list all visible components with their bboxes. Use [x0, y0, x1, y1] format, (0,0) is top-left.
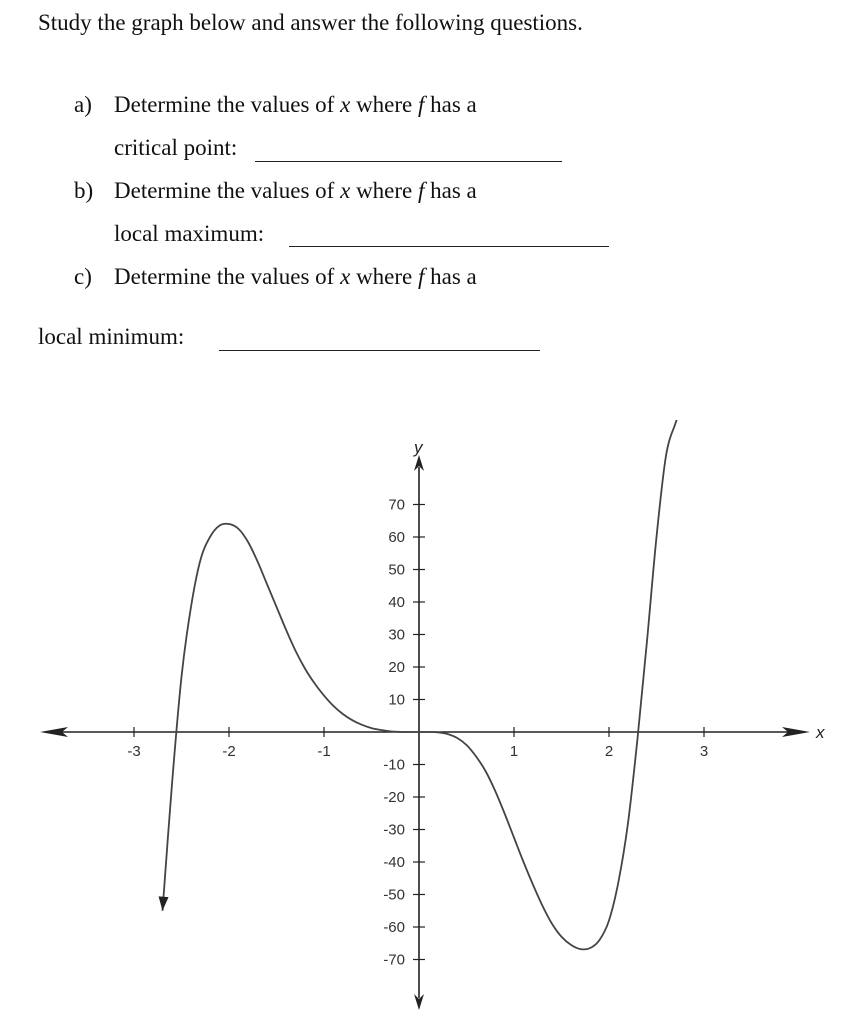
question-a-text: Determine the values of — [114, 92, 341, 117]
question-b-label: b) — [74, 178, 94, 203]
question-a — [74, 92, 477, 118]
question-a-line2: critical point: — [114, 135, 238, 160]
var-x: x — [340, 264, 351, 289]
x-tick-label: -1 — [317, 743, 331, 760]
y-tick-label: -50 — [383, 886, 405, 904]
y-tick-label: 30 — [388, 626, 405, 644]
question-b-line2: local maximum: — [114, 221, 265, 246]
question-c-where: where — [350, 264, 418, 289]
function-curve — [163, 420, 684, 949]
y-tick-label: 70 — [388, 496, 405, 514]
question-c — [74, 264, 477, 290]
question-c-text: Determine the values of — [114, 264, 341, 289]
var-f: f — [418, 92, 425, 117]
question-b-text: Determine the values of — [114, 178, 341, 203]
question-c-label: c) — [74, 264, 92, 289]
function-graph — [0, 420, 842, 1020]
answer-line-a[interactable] — [255, 161, 562, 162]
y-tick-label: 20 — [388, 659, 405, 676]
answer-line-c[interactable] — [219, 350, 540, 351]
x-tick-label: -3 — [127, 743, 141, 760]
question-a-tail: has a — [424, 92, 477, 117]
y-axis-label: y — [414, 438, 423, 457]
question-b-where: where — [350, 178, 418, 203]
var-f: f — [418, 178, 425, 203]
var-f: f — [418, 264, 425, 289]
question-c-tail: has a — [424, 264, 477, 289]
y-tick-label: 60 — [388, 529, 405, 546]
x-axis-label: x — [816, 723, 825, 742]
question-b — [74, 178, 477, 204]
y-tick-label: 50 — [388, 561, 405, 579]
answer-line-b[interactable] — [289, 246, 609, 247]
question-a-where: where — [350, 92, 418, 117]
x-tick-label: 1 — [509, 743, 519, 760]
x-tick-label: 2 — [604, 743, 614, 760]
y-tick-label: -30 — [383, 821, 405, 839]
var-x: x — [340, 178, 351, 203]
y-tick-label: -20 — [383, 789, 405, 806]
y-tick-label: -70 — [383, 951, 405, 969]
var-x: x — [340, 92, 351, 117]
y-tick-label: 40 — [388, 594, 405, 611]
x-tick-label: -2 — [222, 743, 236, 760]
question-b-tail: has a — [424, 178, 477, 203]
y-tick-label: -10 — [383, 756, 405, 774]
y-tick-label: -60 — [383, 919, 405, 936]
question-a-label: a) — [74, 92, 92, 117]
y-tick-label: -40 — [383, 854, 405, 871]
question-c-line2: local minimum: — [38, 324, 185, 349]
x-tick-label: 3 — [699, 743, 709, 760]
y-tick-label: 10 — [388, 691, 405, 709]
instructions: Study the graph below and answer the following questions. — [38, 10, 583, 35]
